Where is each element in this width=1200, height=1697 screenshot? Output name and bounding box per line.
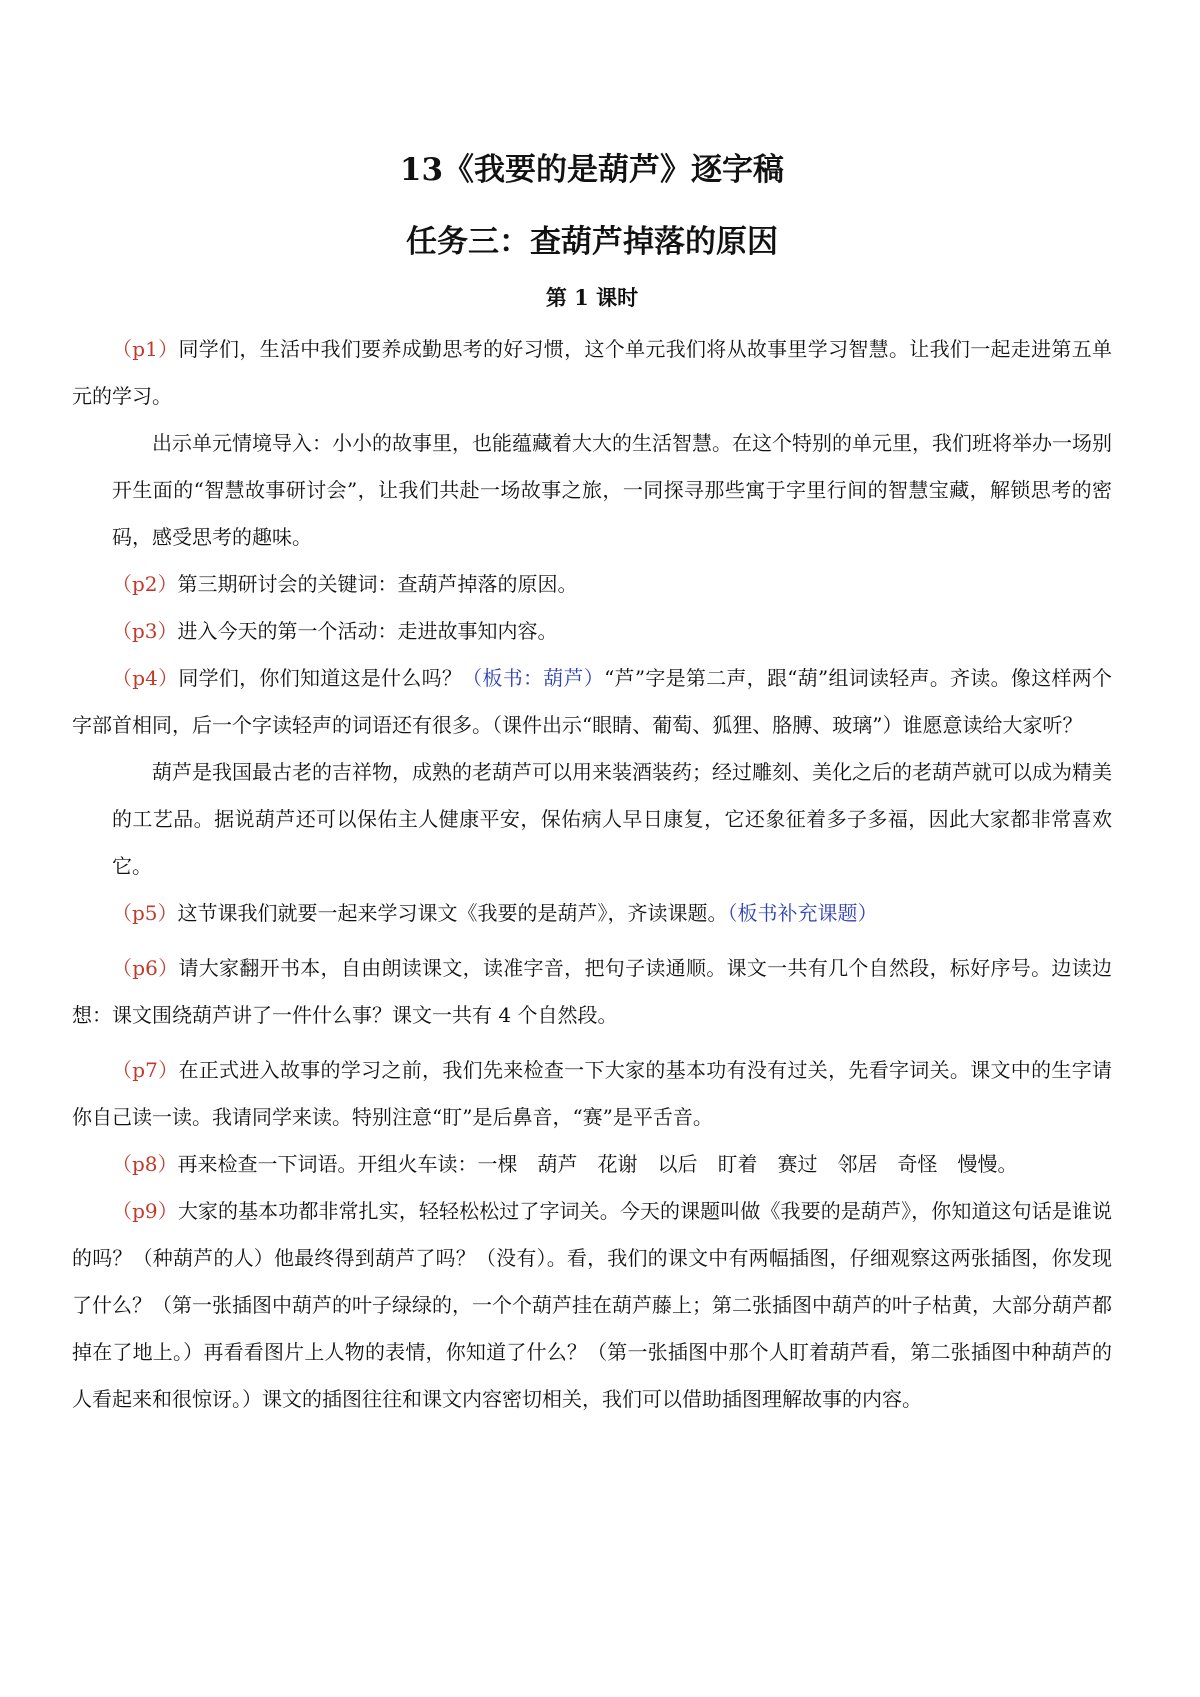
paragraph-text: 第三期研讨会的关键词：查葫芦掉落的原因。 bbox=[177, 572, 578, 596]
page-tag: （p7） bbox=[112, 1058, 179, 1082]
document-page bbox=[72, 150, 1112, 1423]
board-note: （板书补充课题） bbox=[727, 901, 878, 925]
paragraph-text: 同学们，你们知道这是什么吗？ bbox=[178, 666, 463, 690]
paragraph-p1 bbox=[72, 326, 1112, 420]
paragraph-text: 再来检查一下词语。开组火车读：一棵 葫芦 花谢 以后 盯着 赛过 邻居 奇怪 慢慢。 bbox=[177, 1152, 1018, 1176]
paragraph-p3 bbox=[72, 608, 1112, 655]
page-tag: （p9） bbox=[112, 1199, 178, 1223]
paragraph-text: 在正式进入故事的学习之前，我们先来检查一下大家的基本功有没有过关，先看字词关。课文中的生字请你自己读一读。我请同学来读。特别注意“盯”是后鼻音，“赛”是平舌音。 bbox=[72, 1058, 1113, 1129]
paragraph-p7 bbox=[72, 1047, 1112, 1141]
page-tag: （p5） bbox=[112, 901, 178, 925]
page-tag: （p8） bbox=[112, 1152, 178, 1176]
paragraph-text: 大家的基本功都非常扎实，轻轻松松过了字词关。今天的课题叫做《我要的是葫芦》，你知道这句话是谁说的吗？（种葫芦的人）他最终得到葫芦了吗？（没有）。看，我们的课文中有两幅插图，仔细观察这两张插图，你发现了什么？（第一张插图中葫芦的叶子绿绿的，一个个葫芦挂在葫芦藤上；第二张插图中葫芦的叶子枯黄，大部分葫芦都掉在了地上。）再看看图片上人物的表情，你知道了什么？（第一张插图中那个人盯着葫芦看，第二张插图中种葫芦的人看起来和很惊讶。）课文的插图往往和课文内容密切相关，我们可以借助插图理解故事的内容。 bbox=[72, 1199, 1113, 1411]
lesson-label: 第 1 课时 bbox=[545, 285, 639, 310]
paragraph-text: 同学们，生活中我们要养成勤思考的好习惯，这个单元我们将从故事里学习智慧。让我们一起走进第五单元的学习。 bbox=[72, 337, 1113, 408]
board-note: （板书：葫芦） bbox=[462, 666, 605, 690]
page-tag: （p2） bbox=[112, 572, 178, 596]
task-subtitle: 任务三：查葫芦掉落的原因 bbox=[406, 224, 778, 260]
page-tag: （p4） bbox=[112, 666, 179, 690]
paragraph-p8 bbox=[72, 1141, 1112, 1188]
paragraph-p5 bbox=[72, 890, 1112, 937]
page-tag: （p6） bbox=[112, 956, 179, 980]
paragraph-text: 葫芦是我国最古老的吉祥物，成熟的老葫芦可以用来装酒装药；经过雕刻、美化之后的老葫芦就可以成为精美的工艺品。据说葫芦还可以保佑主人健康平安，保佑病人早日康复，它还象征着多子多福，因此大家都非常喜欢它。 bbox=[112, 760, 1112, 878]
paragraph-gourd-info bbox=[72, 749, 1112, 890]
paragraph-text: 请大家翻开书本，自由朗读课文，读准字音，把句子读通顺。课文一共有几个自然段，标好序号。边读边想：课文围绕葫芦讲了一件什么事？课文一共有 4 个自然段。 bbox=[72, 956, 1113, 1027]
paragraph-p9 bbox=[72, 1188, 1112, 1423]
paragraph-text: 出示单元情境导入：小小的故事里，也能蕴藏着大大的生活智慧。在这个特别的单元里，我们班将举办一场别开生面的“智慧故事研讨会”，让我们共赴一场故事之旅，一同探寻那些寓于字里行间的智慧宝藏，解锁思考的密码，感受思考的趣味。 bbox=[112, 431, 1112, 549]
paragraph-p2 bbox=[72, 561, 1112, 608]
paragraph-text: 进入今天的第一个活动：走进故事知内容。 bbox=[177, 619, 558, 643]
paragraph-p4 bbox=[72, 655, 1112, 749]
paragraph-p6 bbox=[72, 945, 1112, 1039]
paragraph-text-continued: “芦”字是第二声，跟“葫”组词读轻声。齐读。像这样两个字部首相同，后一个字读轻声的词语还有很多。（课件出示“眼睛、葡萄、狐狸、胳膊、玻璃”）谁愿意读给大家听？ bbox=[72, 666, 1113, 737]
page-tag: （p3） bbox=[112, 619, 178, 643]
page-tag: （p1） bbox=[112, 337, 179, 361]
document-title: 13《我要的是葫芦》逐字稿 bbox=[399, 152, 785, 188]
paragraph-intro bbox=[72, 420, 1112, 561]
paragraph-text: 这节课我们就要一起来学习课文《我要的是葫芦》，齐读课题。 bbox=[177, 901, 728, 925]
